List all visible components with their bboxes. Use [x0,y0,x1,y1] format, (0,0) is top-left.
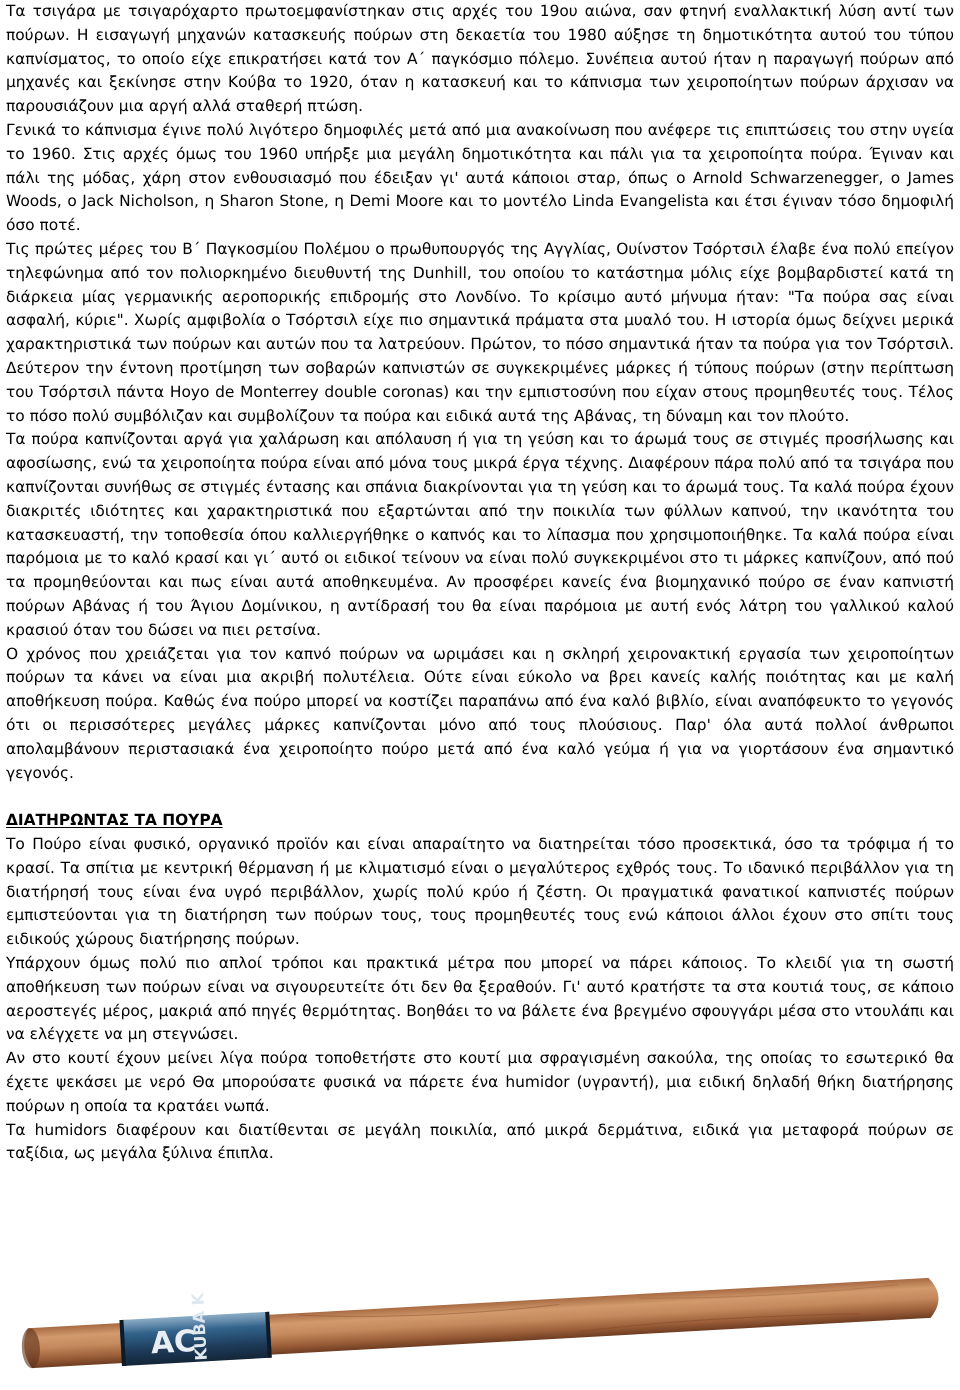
cigar-image [0,1245,960,1390]
paragraph-humidors: Τα humidors διαφέρουν και διατίθενται σε μεγάλη ποικιλία, από μικρά δερμάτινα, ειδικά για μεταφορά πούρων σε ταξίδια, ως μεγάλα ξύλινα έπιπλα. [6,1120,954,1163]
paragraph-storage-tips: Υπάρχουν όμως πολύ πιο απλοί τρόποι και πρακτικά μέτρα που μπορεί να πάρει κάποιος. Το κλειδί για τη σωστή αποθήκευση των πούρων είναι να σιγουρευτείτε ότι δεν θα ξεραθούν. Γι' αυτό κρατήστε τα στα κουτιά τους, σε κάποιο αεροστεγές μέρος, μακριά από πηγές θερμότητας. Βοηθάει το να βάλετε ένα βρεγμένο σφουγγάρι μέσα στο ντουλάπι και να ελέγχετε να μη στεγνώσει. [6,954,954,1044]
cigar-illustration [0,1245,960,1390]
paragraph-storage-box: Αν στο κουτί έχουν μείνει λίγα πούρα τοποθετήστε στο κουτί μια σφραγισμένη σακούλα, της οποίας το εσωτερικό θα έχετε ψεκάσει με νερό Θα μπορούσατε φυσικά να πάρετε ένα humidor (υγραντή), μια ειδική δηλαδή θήκη διατήρησης πούρων η οποία τα κρατάει νωπά. [6,1049,954,1115]
paragraph-enjoyment: Τα πούρα καπνίζονται αργά για χαλάρωση και απόλαυση ή για τη γεύση και το άρωμά τους σε στιγμές προσήλωσης και αφοσίωσης, ενώ τα χειροποίητα πούρα είναι από μόνα τους μικρά έργα τέχνης. Διαφέρουν πάρα πολύ από τα τσιγάρα που καπνίζονται συνήθως σε στιγμές έντασης και σπάνια διακρίνονται για τη γεύση και το άρωμά τους. Τα καλά πούρα έχουν διακριτές ιδιότητες και χαρακτηριστικά που εξαρτώνται από την ποικιλία των φύλλων καπνού, την ικανότητα του κατασκευαστή, την τοποθεσία όπου καλλιεργήθηκε ο καπνός και το λίπασμα που χρησιμοποιήθηκε. Τα καλά πούρα είναι παρόμοια με το καλό κρασί και γι΄ αυτό οι ειδικοί τείνουν να είναι πολύ συγκεκριμένοι στο τι μάρκες καπνίζουν, από πού τα προμηθεύονται και πως είναι αυτά αποθηκευμένα. Αν προσφέρει κανείς ένα βιομηχανικό πούρο σε έναν καπνιστή πούρων Αβάνας ή του Άγιου Δομίνικου, η αντίδρασή του θα είναι παρόμοια με αυτή ενός λάτρη του γαλλικού καλού κρασιού όταν του δώσει να πιει ρετσίνα. [6,430,954,639]
section-spacer [6,785,954,809]
section-heading: ΔΙΑΤΗΡΩΝΤΑΣ ΤΑ ΠΟΥΡΑ [6,811,223,830]
paragraph-luxury: Ο χρόνος που χρειάζεται για τον καπνό πούρων να ωριμάσει και η σκληρή χειρονακτική εργασία των χειροποίητων πούρων τα κάνει να είναι μια ακριβή πολυτέλεια. Ούτε είναι εύκολο να βρει κανείς καλής ποιότητας και με καλή αποθήκευση πούρα. Καθώς ένα πούρο μπορεί να κοστίζει παραπάνω από ένα καλό βιβλίο, είναι αναπόφευκτο το γεγονός ότι οι περισσότερες μεγάλες μάρκες καπνίζονται μόνο από τους πλούσιους. Παρ' όλα αυτά πολλοί άνθρωποι απολαμβάνουν περιστασιακά ένα χειροποίητο πούρο μετά από ένα καλό γεύμα ή για να γιορτάσουν ένα σημαντικό γεγονός. [6,644,954,782]
paragraph-history-intro: Τα τσιγάρα με τσιγαρόχαρτο πρωτοεμφανίστηκαν στις αρχές του 19ου αιώνα, σαν φτηνή εναλλακτική λύση αντί των πούρων. Η εισαγωγή μηχανών κατασκευής πούρων στη δεκαετία του 1980 αύξησε τη δημοτικότητα αυτού του τύπου καπνίσματος, το οποίο είχε επικρατήσει κατά τον Α΄ παγκόσμιο πόλεμο. Συνέπεια αυτού ήταν η παραγωγή πούρων από μηχανές και ξεκίνησε στην Κούβα το 1920, όταν η κατασκευή και το κάπνισμα των χειροποίητων πούρων άρχισαν να παρουσιάζουν μια αργή αλλά σταθερή πτώση. [6,2,954,116]
paragraph-churchill: Τις πρώτες μέρες του Β΄ Παγκοσμίου Πολέμου ο πρωθυπουργός της Αγγλίας, Ουίνστον Τσόρτσιλ έλαβε ένα πολύ επείγον τηλεφώνημα από τον πολιορκημένο διευθυντή της Dunhill, του οποίου το κατάστημα μόλις είχε βομβαρδιστεί κατά τη διάρκεια μίας γερμανικής αεροπορικής επιδρομής στο Λονδίνο. Το κρίσιμο αυτό μήνυμα ήταν: "Τα πούρα σας είναι ασφαλή, κύριε". Χωρίς αμφιβολία ο Τσόρτσιλ είχε πιο σημαντικά πράματα στα μυαλό του. Η ιστορία όμως δείχνει μερικά χαρακτηριστικά των πούρων και αυτών που τα λατρεύουν. Πρώτον, το πόσο σημαντικά ήταν τα πούρα για τον Τσόρτσιλ. Δεύτερον την έντονη προτίμηση των σοβαρών καπνιστών σε συγκεκριμένες μάρκες ή τύπους πούρων (στην περίπτωση του Τσόρτσιλ πάντα Hoyo de Monterrey double coronas) και την εμπιστοσύνη που είχαν στους προμηθευτές τους. Τέλος το πόσο πολύ συμβόλιζαν και συμβολίζουν τα πούρα και ειδικά αυτά της Αβάνας, τη δύναμη και τον πλούτο. [6,239,954,425]
paragraph-popularity: Γενικά το κάπνισμα έγινε πολύ λιγότερο δημοφιλές μετά από μια ανακοίνωση που ανέφερε τις επιπτώσεις του στην υγεία το 1960. Στις αρχές όμως του 1960 υπήρξε μια μεγάλη δημοτικότητα και πάλι για τα χειροποίητα πούρα. Έγιναν και πάλι της μόδας, χάρη στον ενθουσιασμό που έδειξαν γι' αυτά κάποιοι σταρ, όπως ο Arnold Schwarzenegger, ο James Woods, ο Jack Nicholson, η Sharon Stone, η Demi Moore και το μοντέλο Linda Evangelista και έτσι έγιναν τόσο δημοφιλή όσο ποτέ. [6,120,954,235]
paragraph-storage-intro: Το Πούρο είναι φυσικό, οργανικό προϊόν και είναι απαραίτητο να διατηρείται τόσο προσεκτικά, όσο τα τρόφιμα ή το κρασί. Τα σπίτια με κεντρική θέρμανση ή με κλιματισμό είναι ο μεγαλύτερος εχθρός τους. Το ιδανικό περιβάλλον για τη διατήρησή τους είναι ένα υγρό περιβάλλον, χωρίς πολύ κρύο ή ζέστη. Οι πραγματικά φανατικοί καπνιστές πούρων εμπιστεύονται για τη διατήρηση των πούρων τους, τους προμηθευτές τους ενώ κάποιοι άλλοι έχουν στο σπίτι τους ειδικούς χώρους διατήρησης πούρων. [6,835,954,949]
band-logo-left: AC [149,1323,197,1362]
cigar-body [19,1251,939,1371]
band-logo-right: KUBA K [188,1292,211,1362]
